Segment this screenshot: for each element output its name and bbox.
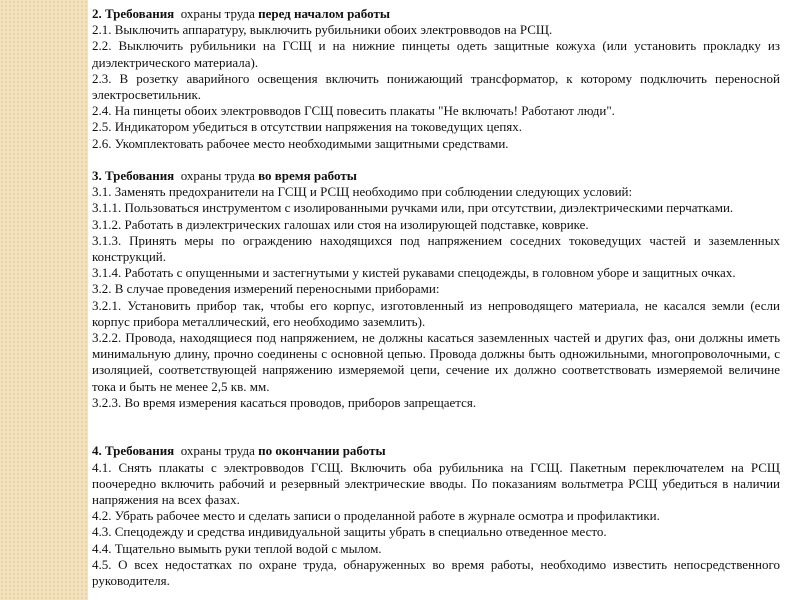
requirement-item: 3.2.2. Провода, находящиеся под напряжением, не должны касаться заземленных частей и других фаз, они должны иметь минимальную длину, прочно соединены с основной цепью. Провода должны быть одножильными, многопроволочными, с изоляцией, соответствующей напряжению измеряемой цепи, сечение их должно соответствовать измеряемой величине тока и быть не менее 2,5 кв. мм. [92,330,780,394]
heading-text: 4. [92,443,102,459]
requirement-item: 4.2. Убрать рабочее место и сделать записи о проделанной работе в журнале осмотра и профилактики. [92,508,660,524]
requirement-item: 4.3. Спецодежду и средства индивидуальной защиты убрать в специально отведенное место. [92,524,607,540]
section-heading [92,6,780,22]
section-heading [92,168,780,184]
heading-text: 3. [92,168,102,184]
decorative-side-panel [0,0,88,600]
heading-text: охраны труда [180,443,255,459]
requirement-item: 2.3. В розетку аварийного освещения включить понижающий трансформатор, к которому подключить переносной электросветильник. [92,70,780,103]
section-gap [92,427,780,443]
heading-text: во время работы [258,168,357,184]
requirement-item: 2.5. Индикатором убедиться в отсутствии напряжения на токоведущих цепях. [92,119,523,135]
requirement-item: 4.5. О всех недостатках по охране труда, обнаруженных во время работы, необходимо известить непосредственного руководителя. [92,556,780,589]
requirement-item: 3.1. Заменять предохранители на ГСЩ и РСЩ необходимо при соблюдении следующих условий: [92,184,633,200]
requirement-item: 2.6. Укомплектовать рабочее место необходимыми защитными средствами. [92,135,509,151]
section-gap [92,152,780,168]
requirement-item: 2.2. Выключить рубильники на ГСЩ и на нижние пинцеты одеть защитные кожуха (или установить прокладку из диэлектрического материала). [92,38,780,70]
heading-text: охраны труда [180,168,255,184]
requirement-item: 3.2. В случае проведения измерений переносными приборами: [92,281,440,297]
requirement-item: 3.1.1. Пользоваться инструментом с изолированными ручками или, при отсутствии, диэлектрическими перчатками. [92,200,734,216]
requirement-item: 3.1.4. Работать с опущенными и застегнутыми у кистей рукавами спецодежды, в головном уборе и защитных очках. [92,265,736,281]
requirement-item: 2.4. На пинцеты обоих электровводов ГСЩ повесить плакаты "Не включать! Работают люди". [92,103,615,119]
requirement-item: 4.1. Снять плакаты с электровводов ГСЩ. Включить оба рубильника на ГСЩ. Пакетным переключателем на РСЩ поочередно включить рабочий и резервный электрические вводы. По показаниям вольтметра РСЩ убедиться в наличии напряжения на всех фазах. [92,459,780,508]
heading-text: охраны труда [180,6,255,21]
heading-text: перед началом работы [258,6,390,21]
requirement-item: 3.1.2. Работать в диэлектрических галошах или стоя на изолирующей подставке, коврике. [92,216,589,232]
document-body [92,6,780,589]
heading-text: Требования [105,6,175,21]
requirement-item: 4.4. Тщательно вымыть руки теплой водой с мылом. [92,540,382,556]
heading-text: по окончании работы [258,443,386,459]
heading-text: Требования [105,168,175,184]
heading-text: Требования [105,443,175,459]
section-heading [92,443,780,459]
section-gap [92,411,780,427]
requirement-item: 2.1. Выключить аппаратуру, выключить рубильники обоих электровводов на РСЩ. [92,22,553,38]
requirement-item: 3.2.1. Установить прибор так, чтобы его корпус, изготовленный из непроводящего материала, не касался земли (если корпус прибора металлический, его необходимо заземлить). [92,297,780,329]
heading-text: 2. [92,6,102,21]
requirement-item: 3.2.3. Во время измерения касаться проводов, приборов запрещается. [92,394,477,410]
requirement-item: 3.1.3. Принять меры по ограждению находящихся под напряжением соседних токоведущих частей и заземленных конструкций. [92,232,780,265]
